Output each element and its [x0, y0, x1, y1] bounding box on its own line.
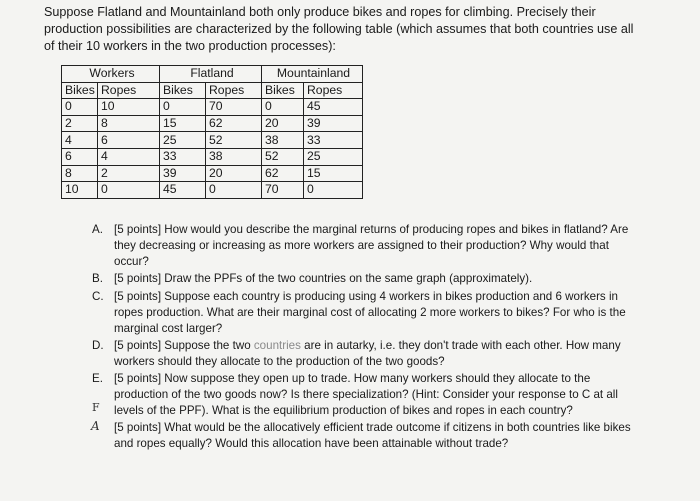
question-c-letter: C. — [92, 289, 104, 303]
table-cell: 0 — [62, 99, 98, 116]
table-cell: 70 — [262, 182, 304, 199]
question-e-letter: E. — [92, 372, 103, 386]
subheader-flatland-bikes: Bikes — [160, 82, 206, 99]
table-cell: 6 — [98, 132, 160, 149]
table-cell: 20 — [206, 165, 262, 182]
question-a-letter: A. — [92, 223, 103, 236]
table-cell: 0 — [206, 182, 262, 199]
table-cell: 6 — [62, 148, 98, 165]
header-workers: Workers — [62, 66, 160, 83]
question-f-text: [5 points] What would be the allocatively efficient trade outcome if citizens in both countries like bikes and ropes equally? Would this allocation have been attainable without trade? — [114, 421, 631, 451]
table-row — [62, 115, 363, 132]
production-table — [61, 65, 363, 199]
table-row — [62, 99, 363, 116]
table-cell: 2 — [62, 115, 98, 132]
question-e — [92, 371, 632, 419]
table-row — [62, 148, 363, 165]
question-e-text: [5 points] Now suppose they open up to trade. How many workers should they allocate to the production of the two goods now? Is there specialization? (Hint: Consider your response to C at all levels of the PPF). What is the equilibrium production of bikes and ropes in each country? — [114, 372, 618, 418]
table-cell: 38 — [206, 148, 262, 165]
table-cell: 15 — [304, 165, 363, 182]
table-cell: 39 — [304, 115, 363, 132]
handwritten-a-mark: A — [91, 419, 100, 433]
table-cell: 33 — [304, 132, 363, 149]
table-cell: 4 — [62, 132, 98, 149]
table-cell: 39 — [160, 165, 206, 182]
subheader-mountainland-bikes: Bikes — [262, 82, 304, 99]
table-cell: 45 — [160, 182, 206, 199]
table-cell: 62 — [206, 115, 262, 132]
question-c — [92, 289, 632, 337]
table-cell: 8 — [98, 115, 160, 132]
table-cell: 2 — [98, 165, 160, 182]
table-cell: 33 — [160, 148, 206, 165]
subheader-flatland-ropes: Ropes — [206, 82, 262, 99]
table-cell: 70 — [206, 99, 262, 116]
table-cell: 10 — [98, 99, 160, 116]
table-cell: 8 — [62, 165, 98, 182]
table-cell: 25 — [160, 132, 206, 149]
header-flatland: Flatland — [160, 66, 262, 83]
question-b-text: [5 points] Draw the PPFs of the two countries on the same graph (approximately). — [114, 272, 533, 286]
table-sub-header-row — [62, 82, 363, 99]
question-d-letter: D. — [92, 338, 104, 352]
table-cell: 0 — [160, 99, 206, 116]
question-b-letter: B. — [92, 272, 103, 286]
table-cell: 15 — [160, 115, 206, 132]
table-cell: 52 — [206, 132, 262, 149]
table-cell: 25 — [304, 148, 363, 165]
table-cell: 62 — [262, 165, 304, 182]
table-row — [62, 165, 363, 182]
question-f — [92, 420, 632, 452]
question-d-text-before: [5 points] Suppose the two — [114, 338, 254, 352]
handwritten-f-mark: F — [92, 401, 100, 414]
table-cell: 0 — [98, 182, 160, 199]
question-b — [92, 271, 632, 287]
subheader-workers-bikes: Bikes — [62, 82, 98, 99]
question-list — [92, 222, 632, 454]
question-d — [92, 338, 632, 370]
subheader-workers-ropes: Ropes — [98, 82, 160, 99]
table-row — [62, 132, 363, 149]
table-cell: 38 — [262, 132, 304, 149]
question-d-text-after: are in autarky, i.e. they don't trade with each other. How many workers should they allocate to the production of the two goods? — [114, 338, 621, 368]
question-d-text — [114, 338, 632, 370]
question-a — [92, 222, 632, 270]
table-cell: 52 — [262, 148, 304, 165]
table-cell: 20 — [262, 115, 304, 132]
question-d-text-faded: countries — [253, 338, 301, 352]
table-cell: 10 — [62, 182, 98, 199]
table-cell: 0 — [304, 182, 363, 199]
header-mountainland: Mountainland — [262, 66, 363, 83]
intro-paragraph: Suppose Flatland and Mountainland both only produce bikes and ropes for climbing. Precisely their production possibilities are characterized by the following table (which assumes that both countries use all of their 10 workers in the two production processes): — [44, 5, 634, 54]
question-c-text: [5 points] Suppose each country is producing using 4 workers in bikes production and 6 workers in ropes production. What are their marginal cost of allocating 2 more workers to bikes? For who is the marginal cost larger? — [114, 289, 626, 335]
table-row — [62, 182, 363, 199]
table-group-header-row — [62, 66, 363, 83]
table-cell: 45 — [304, 99, 363, 116]
table-cell: 0 — [262, 99, 304, 116]
subheader-mountainland-ropes: Ropes — [304, 82, 363, 99]
table-cell: 4 — [98, 148, 160, 165]
question-a-text: [5 points] How would you describe the marginal returns of producing ropes and bikes in flatland? Are they decreasing or increasing as more workers are assigned to their production? Why would that occur? — [114, 223, 629, 268]
